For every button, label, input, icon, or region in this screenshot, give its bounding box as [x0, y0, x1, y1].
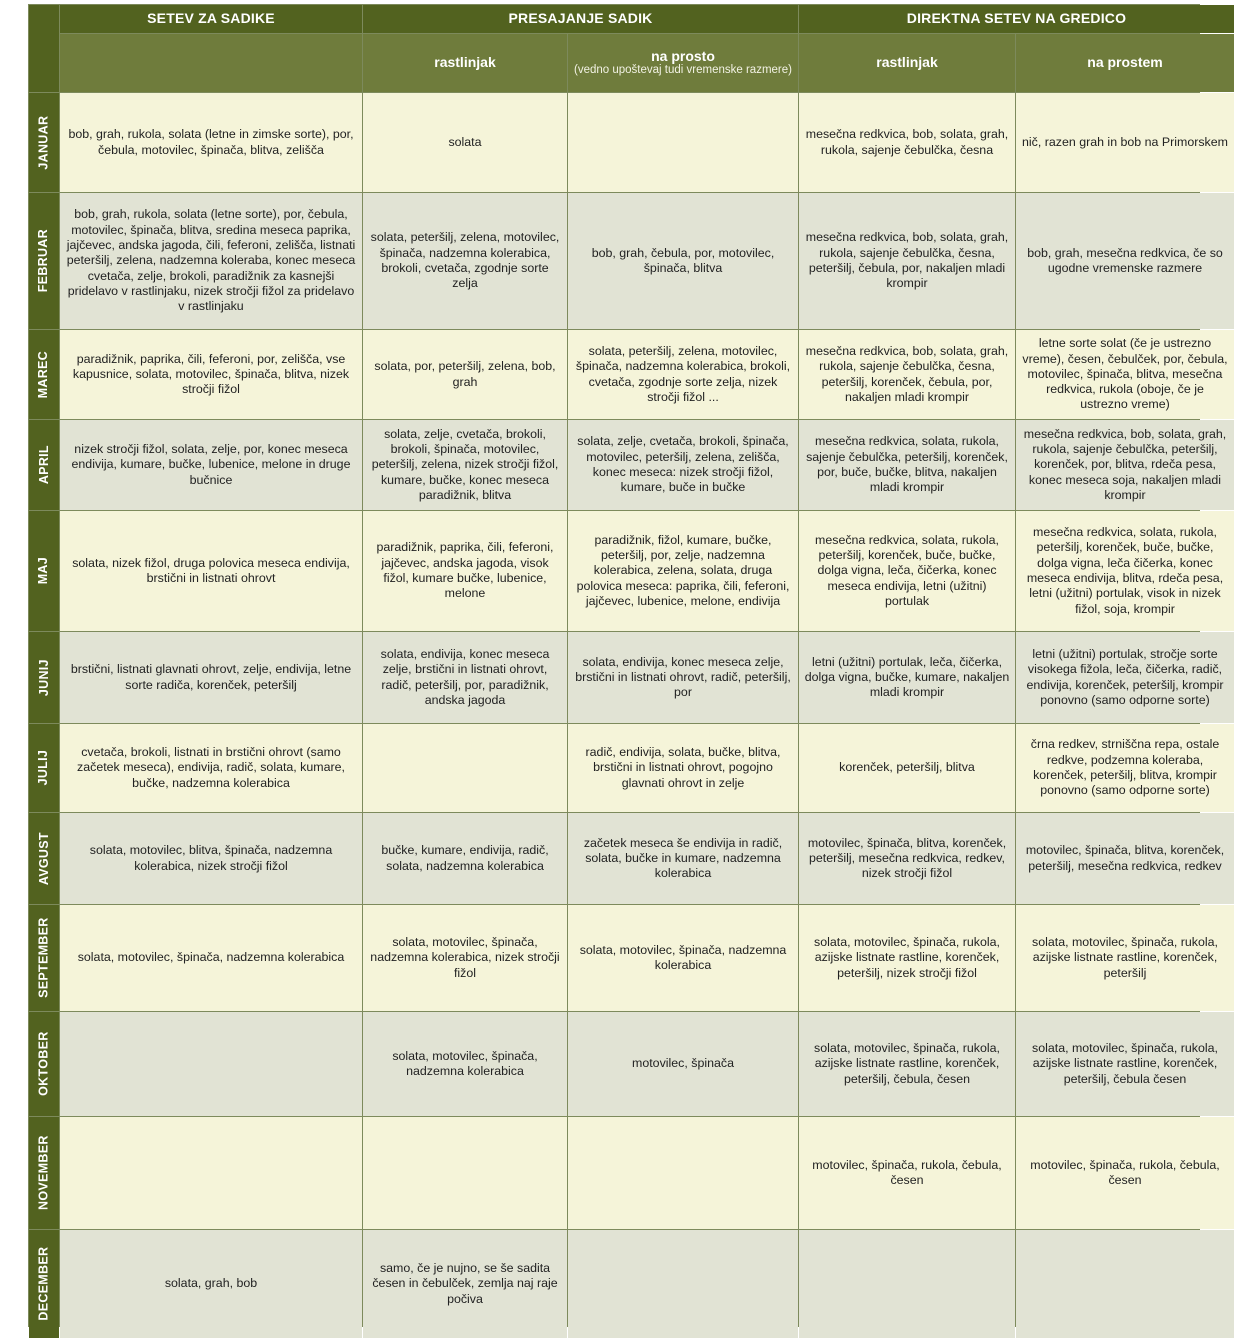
cell-setev-za-sadike: solata, grah, bob [60, 1230, 362, 1338]
cell-direktna-setev-na-prostem: motovilec, špinača, rukola, čebula, česen [1016, 1117, 1234, 1229]
month-label-text: MAJ [36, 557, 51, 585]
cell-direktna-setev-rastlinjak: mesečna redkvica, solata, rukola, sajenje čebulčka, peteršilj, korenček, por, buče, bučke, blitva, nakaljen mladi krompir [799, 420, 1015, 510]
month-label [29, 420, 59, 510]
subheader-na-prosto-title: na prosto [651, 48, 715, 65]
cell-presajanje-rastlinjak: solata, por, peteršilj, zelena, bob, grah [363, 330, 567, 419]
cell-direktna-setev-na-prostem [1016, 1230, 1234, 1338]
subheader-na-prostem: na prostem [1016, 34, 1234, 92]
cell-direktna-setev-rastlinjak: motovilec, špinača, rukola, čebula, česen [799, 1117, 1015, 1229]
cell-presajanje-rastlinjak [363, 724, 567, 812]
month-label [29, 1117, 59, 1229]
corner-cell [29, 5, 59, 92]
cell-setev-za-sadike [60, 1012, 362, 1116]
cell-setev-za-sadike: bob, grah, rukola, solata (letne in zimske sorte), por, čebula, motovilec, špinača, blitva, zelišča [60, 93, 362, 192]
cell-presajanje-na-prosto: solata, zelje, cvetača, brokoli, špinača, motovilec, peteršilj, zelena, zelišča, konec meseca: nizek stročji fižol, kumare, buče in bučke [568, 420, 798, 510]
month-label [29, 813, 59, 904]
month-label [29, 905, 59, 1011]
month-label [29, 193, 59, 329]
cell-setev-za-sadike: cvetača, brokoli, listnati in brstični ohrovt (samo začetek meseca), endivija, radič, solata, kumare, bučke, nadzemna kolerabica [60, 724, 362, 812]
cell-presajanje-rastlinjak: solata [363, 93, 567, 192]
subheader-rastlinjak-presajanje: rastlinjak [363, 34, 567, 92]
cell-presajanje-rastlinjak: samo, če je nujno, se še sadita česen in čebulček, zemlja naj raje počiva [363, 1230, 567, 1338]
month-label-text: FEBRUAR [36, 229, 51, 293]
cell-direktna-setev-rastlinjak: korenček, peteršilj, blitva [799, 724, 1015, 812]
cell-presajanje-na-prosto: solata, motovilec, špinača, nadzemna kolerabica [568, 905, 798, 1011]
month-label-text: JUNIJ [36, 659, 51, 696]
subheader-na-prosto [568, 34, 798, 92]
cell-direktna-setev-na-prostem: solata, motovilec, špinača, rukola, azijske listnate rastline, korenček, peteršilj, čebula česen [1016, 1012, 1234, 1116]
cell-presajanje-na-prosto: motovilec, špinača [568, 1012, 798, 1116]
month-label [29, 93, 59, 192]
month-label-text: SEPTEMBER [36, 917, 51, 999]
cell-direktna-setev-na-prostem: solata, motovilec, špinača, rukola, azijske listnate rastline, korenček, peteršilj [1016, 905, 1234, 1011]
cell-setev-za-sadike: nizek stročji fižol, solata, zelje, por, konec meseca endivija, kumare, bučke, lubenice, melone in druge bučnice [60, 420, 362, 510]
cell-direktna-setev-na-prostem: letni (užitni) portulak, stročje sorte visokega fižola, leča, čičerka, radič, endivija, korenček, peteršilj, krompir ponovno (samo odporne sorte) [1016, 632, 1234, 723]
month-label [29, 511, 59, 631]
cell-direktna-setev-rastlinjak: mesečna redkvica, bob, solata, grah, rukola, sajenje čebulčka, česna [799, 93, 1015, 192]
sowing-calendar-table [28, 4, 1228, 1327]
cell-direktna-setev-na-prostem: mesečna redkvica, solata, rukola, peteršilj, korenček, buče, bučke, dolga vigna, leča čičerka, konec meseca endivija, blitva, rdeča pesa, letni (užitni) portulak, visok in nizek fižol, soja, krompir [1016, 511, 1234, 631]
cell-direktna-setev-rastlinjak: motovilec, špinača, blitva, korenček, peteršilj, mesečna redkvica, redkev, nizek stročji fižol [799, 813, 1015, 904]
cell-direktna-setev-na-prostem: mesečna redkvica, bob, solata, grah, rukola, sajenje čebulčka, peteršilj, korenček, por, blitva, rdeča pesa, konec meseca soja, nakaljen mladi krompir [1016, 420, 1234, 510]
month-label [29, 1230, 59, 1338]
cell-presajanje-rastlinjak: solata, peteršilj, zelena, motovilec, špinača, nadzemna kolerabica, brokoli, cvetača, zgodnje sorte zelja [363, 193, 567, 329]
cell-direktna-setev-rastlinjak: solata, motovilec, špinača, rukola, azijske listnate rastline, korenček, peteršilj, nizek stročji fižol [799, 905, 1015, 1011]
cell-setev-za-sadike: paradižnik, paprika, čili, feferoni, por, zelišča, vse kapusnice, solata, motovilec, špinača, blitva, nizek stročji fižol [60, 330, 362, 419]
month-label-text: MAREC [36, 350, 51, 399]
month-label [29, 724, 59, 812]
cell-setev-za-sadike: solata, motovilec, špinača, nadzemna kolerabica [60, 905, 362, 1011]
month-label [29, 1012, 59, 1116]
month-label [29, 632, 59, 723]
cell-setev-za-sadike [60, 1117, 362, 1229]
month-label-text: AVGUST [36, 832, 51, 885]
cell-direktna-setev-rastlinjak: mesečna redkvica, bob, solata, grah, rukola, sajenje čebulčka, česna, peteršilj, korenček, čebula, por, nakaljen mladi krompir [799, 330, 1015, 419]
cell-direktna-setev-rastlinjak: mesečna redkvica, bob, solata, grah, rukola, sajenje čebulčka, česna, peteršilj, čebula, por, nakaljen mladi krompir [799, 193, 1015, 329]
cell-presajanje-na-prosto [568, 1117, 798, 1229]
cell-setev-za-sadike: solata, motovilec, blitva, špinača, nadzemna kolerabica, nizek stročji fižol [60, 813, 362, 904]
cell-setev-za-sadike: bob, grah, rukola, solata (letne sorte), por, čebula, motovilec, špinača, blitva, sredina meseca paprika, jajčevec, andska jagoda, čili, feferoni, zelišča, listnati peteršilj, zelena, nadzemna koleraba, konec meseca cvetača, zelje, brokoli, paradižnik za kasnejši pridelavo v rastlinjaku, nizek stročji fižol za pridelavo v rastlinjaku [60, 193, 362, 329]
cell-presajanje-na-prosto: začetek meseca še endivija in radič, solata, bučke in kumare, nadzemna kolerabica [568, 813, 798, 904]
cell-presajanje-rastlinjak: solata, zelje, cvetača, brokoli, brokoli, špinača, motovilec, peteršilj, zelena, nizek stročji fižol, kumare, bučke, konec meseca paradižnik, blitva [363, 420, 567, 510]
cell-presajanje-na-prosto [568, 1230, 798, 1338]
cell-presajanje-na-prosto: solata, peteršilj, zelena, motovilec, špinača, nadzemna kolerabica, brokoli, cvetača, zgodnje sorte zelja, nizek stročji fižol ... [568, 330, 798, 419]
cell-presajanje-rastlinjak [363, 1117, 567, 1229]
header-direktna-setev: DIREKTNA SETEV NA GREDICO [799, 5, 1234, 33]
cell-presajanje-rastlinjak: solata, motovilec, špinača, nadzemna kolerabica, nizek stročji fižol [363, 905, 567, 1011]
subheader-na-prosto-note: (vedno upoštevaj tudi vremenske razmere) [574, 64, 792, 77]
cell-setev-za-sadike: solata, nizek fižol, druga polovica meseca endivija, brstični in listnati ohrovt [60, 511, 362, 631]
month-label-text: DECEMBER [36, 1247, 51, 1321]
subheader-rastlinjak-setev: rastlinjak [799, 34, 1015, 92]
cell-presajanje-na-prosto [568, 93, 798, 192]
cell-presajanje-na-prosto: paradižnik, fižol, kumare, bučke, peteršilj, por, zelje, nadzemna kolerabica, zelena, solata, druga polovica meseca: paprika, čili, feferoni, jajčevec, lubenice, melone, endivija [568, 511, 798, 631]
cell-direktna-setev-na-prostem: letne sorte solat (če je ustrezno vreme), česen, čebulček, por, čebula, motovilec, špinača, blitva, mesečna redkvica, rukola (oboje, če je ustrezno vreme) [1016, 330, 1234, 419]
month-label [29, 330, 59, 419]
month-label-text: JULIJ [36, 750, 51, 786]
cell-direktna-setev-rastlinjak: solata, motovilec, špinača, rukola, azijske listnate rastline, korenček, peteršilj, čebula, česen [799, 1012, 1015, 1116]
cell-direktna-setev-rastlinjak: letni (užitni) portulak, leča, čičerka, dolga vigna, bučke, kumare, nakaljen mladi krompir [799, 632, 1015, 723]
cell-direktna-setev-na-prostem: bob, grah, mesečna redkvica, če so ugodne vremenske razmere [1016, 193, 1234, 329]
cell-direktna-setev-rastlinjak: mesečna redkvica, solata, rukola, peteršilj, korenček, buče, bučke, dolga vigna, leča, čičerka, konec meseca endivija, letni (užitni) portulak [799, 511, 1015, 631]
cell-presajanje-rastlinjak: bučke, kumare, endivija, radič, solata, nadzemna kolerabica [363, 813, 567, 904]
cell-presajanje-na-prosto: bob, grah, čebula, por, motovilec, špinača, blitva [568, 193, 798, 329]
month-label-text: NOVEMBER [36, 1135, 51, 1211]
cell-presajanje-rastlinjak: paradižnik, paprika, čili, feferoni, jajčevec, andska jagoda, visok fižol, kumare bučke, lubenice, melone [363, 511, 567, 631]
subheader-empty [60, 34, 362, 92]
month-label-text: APRIL [36, 445, 51, 485]
cell-direktna-setev-na-prostem: motovilec, špinača, blitva, korenček, peteršilj, mesečna redkvica, redkev [1016, 813, 1234, 904]
month-label-text: OKTOBER [36, 1031, 51, 1097]
header-setev-za-sadike: SETEV ZA SADIKE [60, 5, 362, 33]
header-presajanje-sadik: PRESAJANJE SADIK [363, 5, 798, 33]
cell-direktna-setev-na-prostem: nič, razen grah in bob na Primorskem [1016, 93, 1234, 192]
cell-presajanje-na-prosto: radič, endivija, solata, bučke, blitva, brstični in listnati ohrovt, pogojno glavnati ohrovt in zelje [568, 724, 798, 812]
cell-direktna-setev-na-prostem: črna redkev, strniščna repa, ostale redkve, podzemna koleraba, korenček, peteršilj, blitva, krompir ponovno (samo odporne sorte) [1016, 724, 1234, 812]
month-label-text: JANUAR [36, 115, 51, 170]
cell-setev-za-sadike: brstični, listnati glavnati ohrovt, zelje, endivija, letne sorte radiča, korenček, peteršilj [60, 632, 362, 723]
cell-presajanje-na-prosto: solata, endivija, konec meseca zelje, brstični in listnati ohrovt, radič, peteršilj, por [568, 632, 798, 723]
cell-presajanje-rastlinjak: solata, motovilec, špinača, nadzemna kolerabica [363, 1012, 567, 1116]
cell-presajanje-rastlinjak: solata, endivija, konec meseca zelje, brstični in listnati ohrovt, radič, peteršilj, por, paradižnik, andska jagoda [363, 632, 567, 723]
cell-direktna-setev-rastlinjak [799, 1230, 1015, 1338]
